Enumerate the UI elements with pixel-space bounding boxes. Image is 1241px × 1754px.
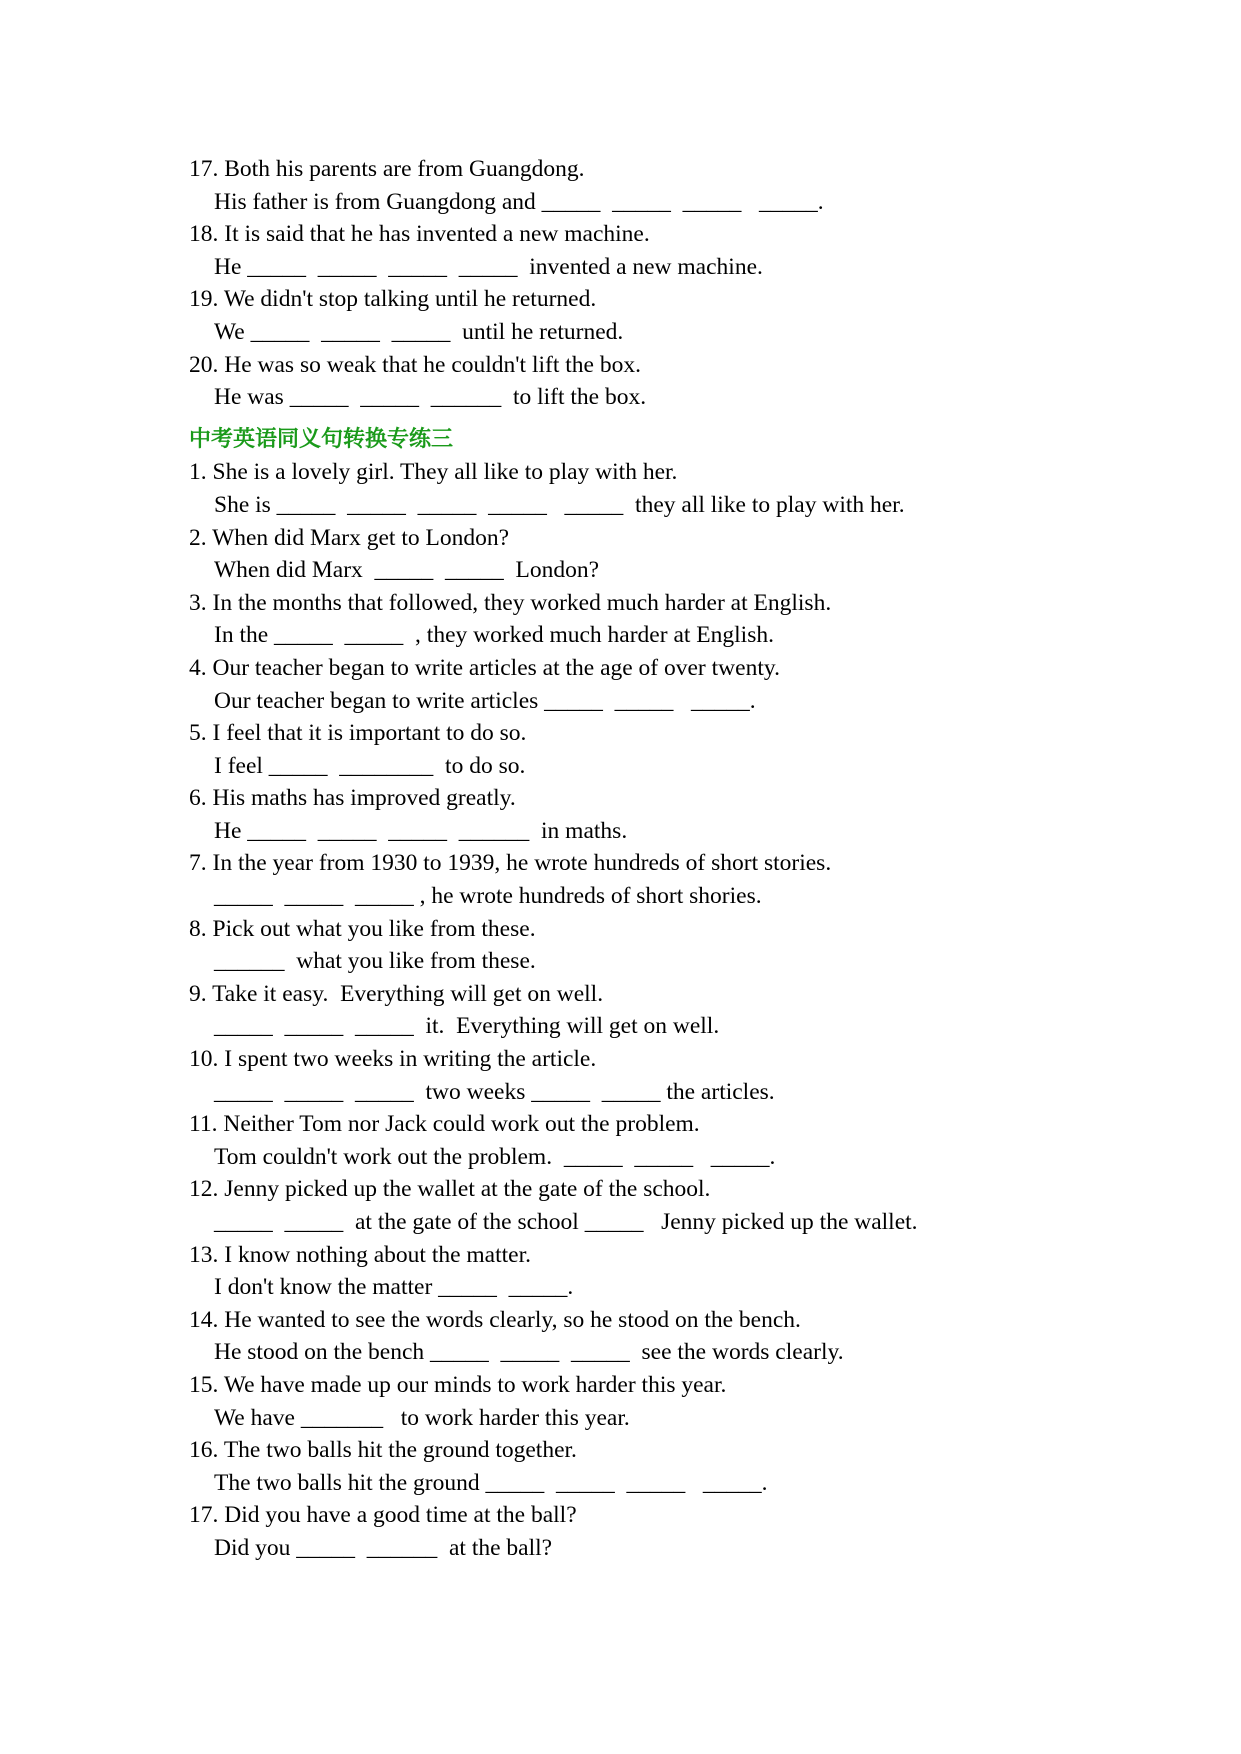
exercise-prompt: 20. He was so weak that he couldn't lift the box. <box>189 351 641 378</box>
exercise-item <box>189 153 1169 218</box>
exercise-item <box>189 1239 1169 1304</box>
exercise-answer-line: _____ _____ _____ , he wrote hundreds of short shories. <box>214 883 762 910</box>
exercise-answer-line: I feel _____ ________ to do so. <box>214 752 526 779</box>
exercise-item <box>189 913 1169 978</box>
worksheet-page <box>189 153 1169 1565</box>
exercise-prompt: 12. Jenny picked up the wallet at the gate of the school. <box>189 1176 711 1203</box>
exercise-item <box>189 1108 1169 1173</box>
exercise-answer-line: We have _______ to work harder this year. <box>214 1404 630 1431</box>
previous-exercise-list <box>189 153 1169 414</box>
exercise-prompt: 8. Pick out what you like from these. <box>189 915 536 942</box>
exercise-item <box>189 717 1169 782</box>
exercise-prompt: 9. Take it easy. Everything will get on well. <box>189 980 604 1007</box>
exercise-answer-line: He _____ _____ _____ ______ in maths. <box>214 817 628 844</box>
exercise-prompt: 11. Neither Tom nor Jack could work out the problem. <box>189 1111 700 1138</box>
exercise-item <box>189 652 1169 717</box>
exercise-answer-line: He stood on the bench _____ _____ _____ see the words clearly. <box>214 1339 844 1366</box>
exercise-item <box>189 349 1169 414</box>
exercise-prompt: 2. When did Marx get to London? <box>189 524 510 551</box>
exercise-answer-line: Tom couldn't work out the problem. _____ _____ _____. <box>214 1143 776 1170</box>
exercise-answer-line: Our teacher began to write articles _____ _____ _____. <box>214 687 756 714</box>
exercise-answer-line: I don't know the matter _____ _____. <box>214 1274 574 1301</box>
exercise-item <box>189 1434 1169 1499</box>
exercise-prompt: 10. I spent two weeks in writing the article. <box>189 1046 597 1073</box>
exercise-answer-line: He _____ _____ _____ _____ invented a new machine. <box>214 253 763 280</box>
exercise-answer-line: His father is from Guangdong and _____ _____ _____ _____. <box>214 188 824 215</box>
exercise-item <box>189 1043 1169 1108</box>
exercise-prompt: 17. Did you have a good time at the ball? <box>189 1502 577 1529</box>
exercise-item <box>189 978 1169 1043</box>
exercise-list <box>189 456 1169 1564</box>
exercise-answer-line: Did you _____ ______ at the ball? <box>214 1534 553 1561</box>
exercise-answer-line: _____ _____ _____ it. Everything will get on well. <box>214 1013 720 1040</box>
exercise-item <box>189 456 1169 521</box>
exercise-prompt: 13. I know nothing about the matter. <box>189 1241 532 1268</box>
exercise-prompt: 1. She is a lovely girl. They all like to play with her. <box>189 459 678 486</box>
exercise-prompt: 18. It is said that he has invented a new machine. <box>189 221 650 248</box>
exercise-prompt: 15. We have made up our minds to work harder this year. <box>189 1371 727 1398</box>
exercise-prompt: 6. His maths has improved greatly. <box>189 785 516 812</box>
exercise-item <box>189 587 1169 652</box>
section-spacer <box>189 414 1169 424</box>
exercise-item <box>189 1173 1169 1238</box>
exercise-item <box>189 847 1169 912</box>
exercise-item <box>189 522 1169 587</box>
exercise-answer-line: When did Marx _____ _____ London? <box>214 557 600 584</box>
exercise-prompt: 4. Our teacher began to write articles at the age of over twenty. <box>189 654 780 681</box>
exercise-item <box>189 283 1169 348</box>
exercise-prompt: 14. He wanted to see the words clearly, so he stood on the bench. <box>189 1306 801 1333</box>
exercise-prompt: 17. Both his parents are from Guangdong. <box>189 156 585 182</box>
exercise-prompt: 16. The two balls hit the ground together. <box>189 1437 577 1464</box>
exercise-item <box>189 1304 1169 1369</box>
exercise-prompt: 5. I feel that it is important to do so. <box>189 720 527 747</box>
exercise-item <box>189 218 1169 283</box>
exercise-answer-line: He was _____ _____ ______ to lift the box. <box>214 384 647 411</box>
exercise-prompt: 3. In the months that followed, they worked much harder at English. <box>189 589 832 616</box>
exercise-answer-line: We _____ _____ _____ until he returned. <box>214 318 624 345</box>
exercise-answer-line: She is _____ _____ _____ _____ _____ they all like to play with her. <box>214 491 905 518</box>
exercise-answer-line: _____ _____ at the gate of the school _____ Jenny picked up the wallet. <box>214 1209 918 1235</box>
exercise-answer-line: _____ _____ _____ two weeks _____ _____ the articles. <box>214 1078 775 1105</box>
exercise-answer-line: ______ what you like from these. <box>214 948 536 975</box>
exercise-answer-line: In the _____ _____ , they worked much harder at English. <box>214 622 774 649</box>
exercise-item <box>189 1499 1169 1564</box>
exercise-answer-line: The two balls hit the ground _____ _____ _____ _____. <box>214 1469 768 1496</box>
exercise-prompt: 7. In the year from 1930 to 1939, he wrote hundreds of short stories. <box>189 850 832 877</box>
exercise-item <box>189 1369 1169 1434</box>
section-title: 中考英语同义句转换专练三 <box>189 426 454 452</box>
exercise-prompt: 19. We didn't stop talking until he returned. <box>189 286 597 313</box>
exercise-item <box>189 782 1169 847</box>
